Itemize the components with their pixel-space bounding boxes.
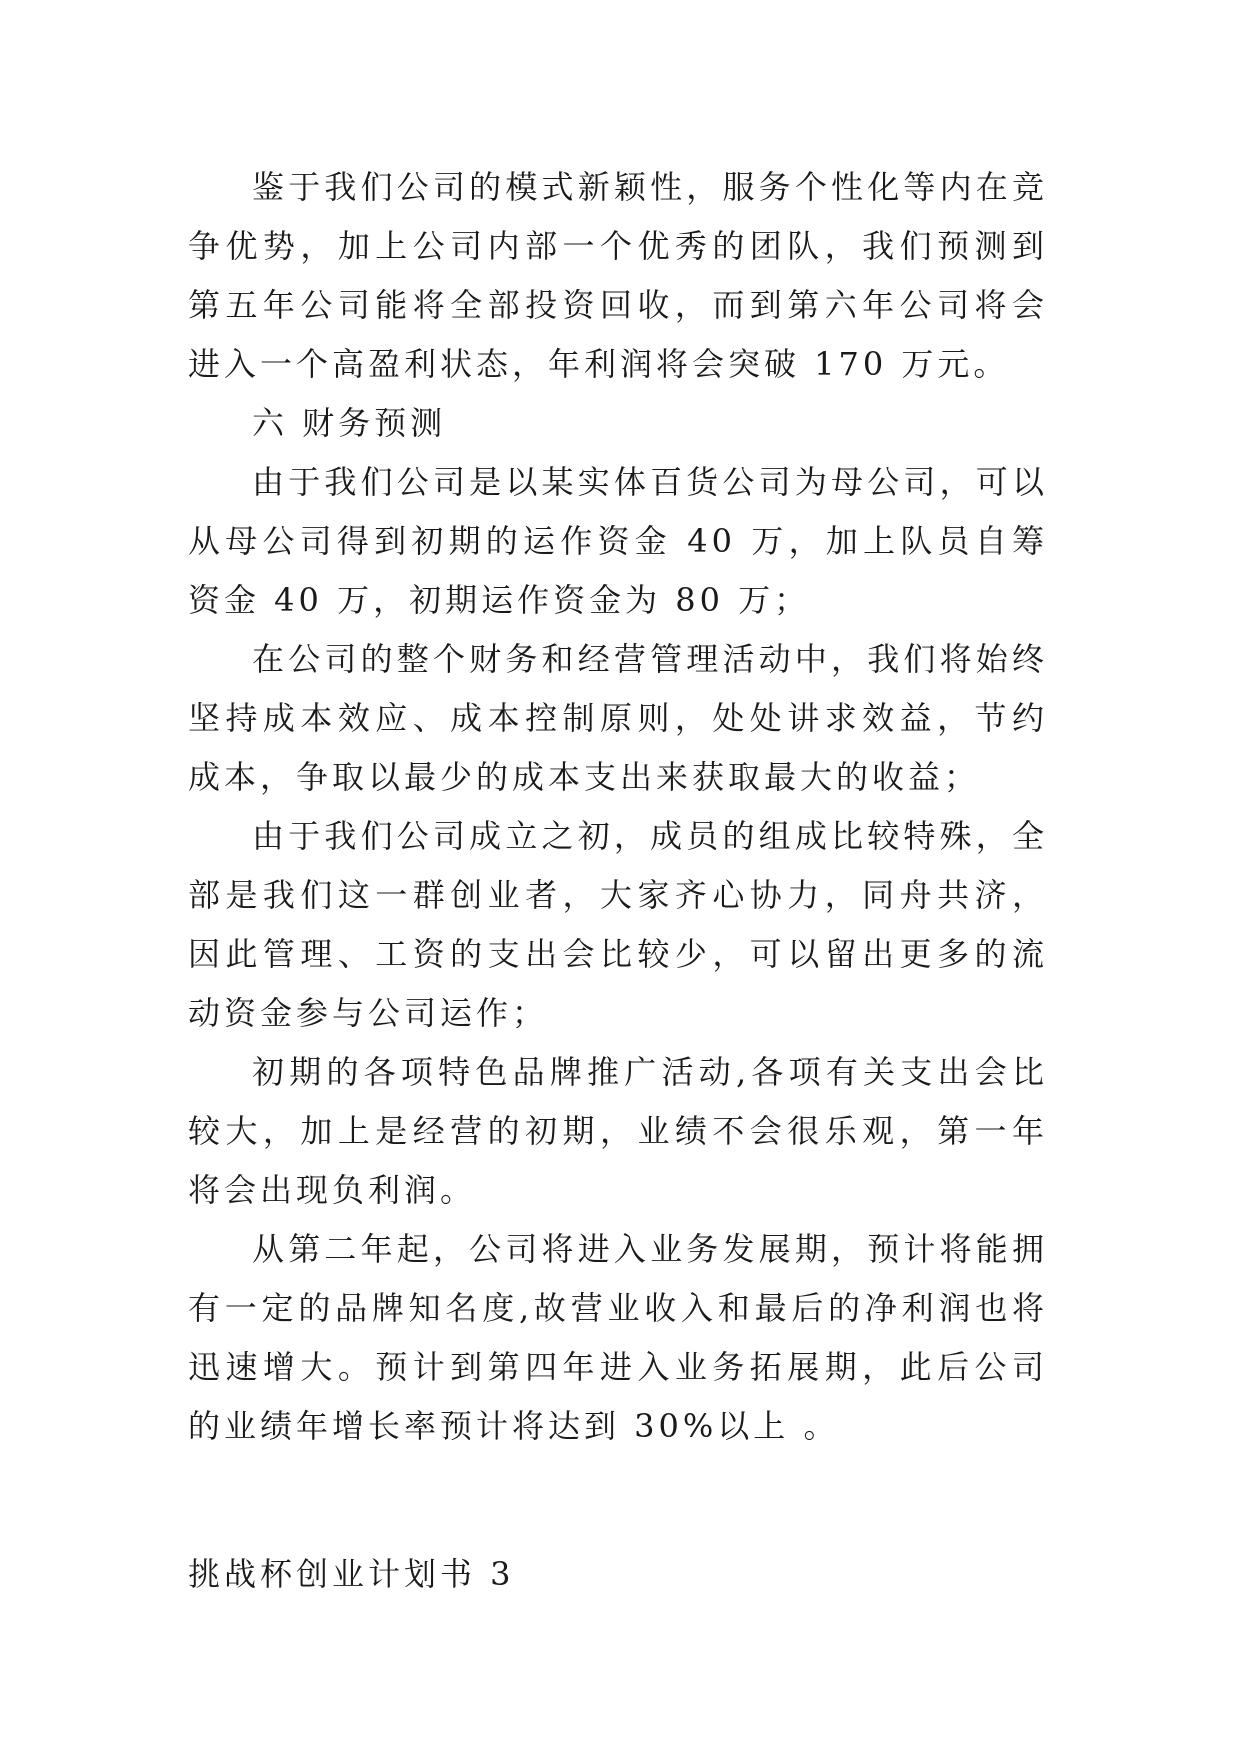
section-heading: 六 财务预测 bbox=[252, 404, 447, 442]
paragraph-first-year: 初期的各项特色品牌推广活动,各项有关支出会比较大，加上是经营的初期，业绩不会很乐观，第一年将会出现负利润。 bbox=[188, 1053, 1048, 1209]
paragraph-growth-forecast: 从第二年起，公司将进入业务发展期，预计将能拥有一定的品牌知名度,故营业收入和最后的净利润也将迅速增大。预计到第四年进入业务拓展期，此后公司的业绩年增长率预计将达到 30%以上 。 bbox=[188, 1230, 1048, 1445]
paragraph-cost-control: 在公司的整个财务和经营管理活动中，我们将始终坚持成本效应、成本控制原则，处处讲求效益，节约成本，争取以最少的成本支出来获取最大的收益； bbox=[188, 640, 1048, 796]
intro-paragraph: 鉴于我们公司的模式新颖性，服务个性化等内在竞争优势，加上公司内部一个优秀的团队，我们预测到第五年公司能将全部投资回收，而到第六年公司将会进入一个高盈利状态，年利润将会突破 170 万元。 bbox=[188, 168, 1048, 383]
paragraph-initial-capital: 由于我们公司是以某实体百货公司为母公司，可以从母公司得到初期的运作资金 40 万，加上队员自筹资金 40 万，初期运作资金为 80 万； bbox=[188, 463, 1048, 619]
document-body bbox=[188, 158, 1048, 1456]
paragraph-team-costs: 由于我们公司成立之初，成员的组成比较特殊，全部是我们这一群创业者，大家齐心协力，同舟共济，因此管理、工资的支出会比较少，可以留出更多的流动资金参与公司运作； bbox=[188, 817, 1048, 1032]
next-document-title: 挑战杯创业计划书 3 bbox=[188, 1555, 515, 1593]
